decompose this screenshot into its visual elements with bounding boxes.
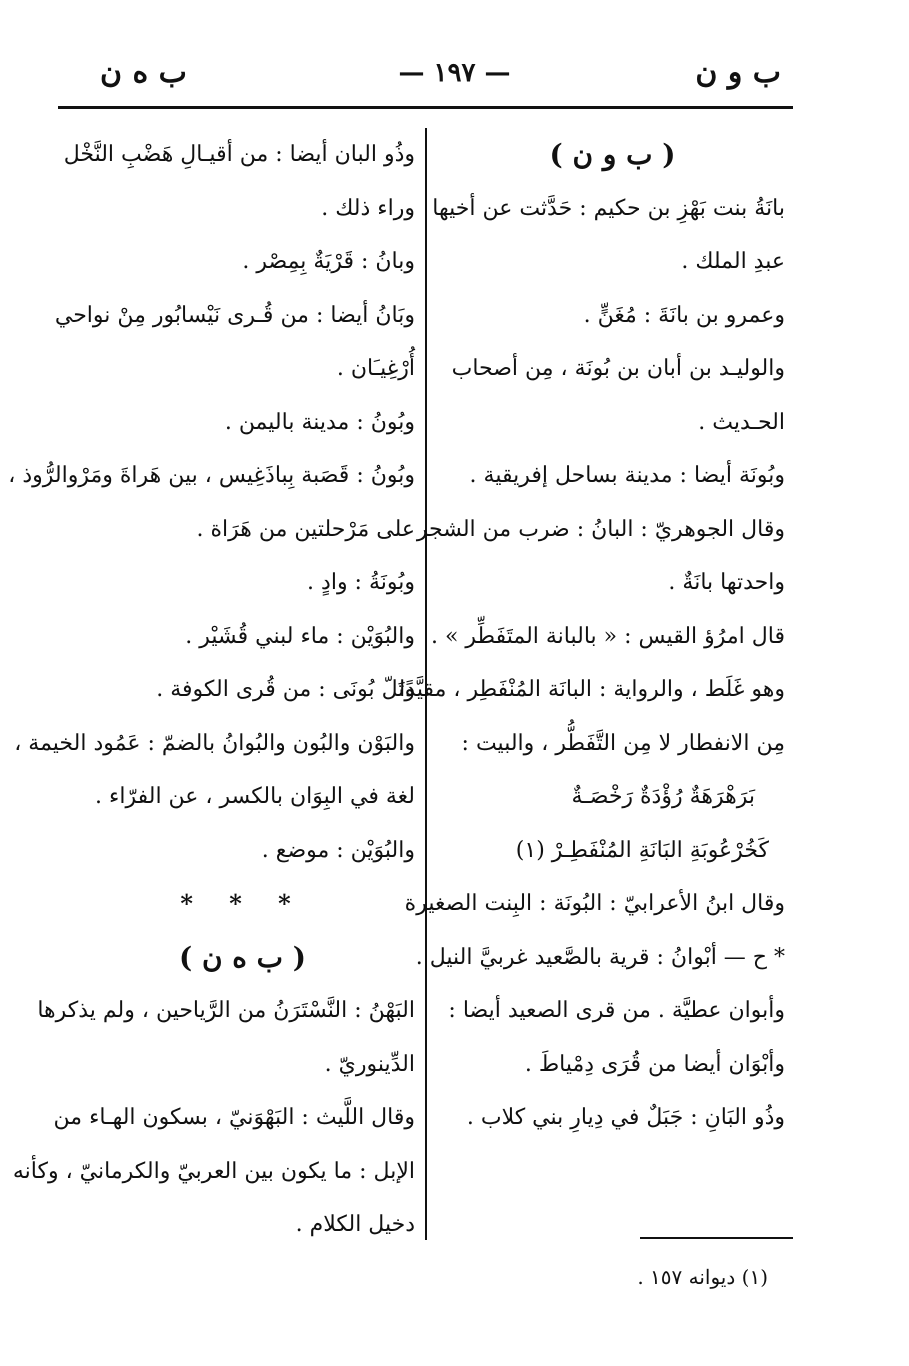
running-head-right: ب و ن: [695, 55, 781, 90]
text-line: * ح — أبْوانُ : قرية بالصَّعيد غربيَّ النيل .: [415, 944, 785, 970]
text-line: وقال ابنُ الأعرابيّ : البُونَة : البِنت الصغيرة: [404, 891, 785, 916]
text-line: وبانُ : قَرْيَةٌ بِمِصْر .: [242, 249, 415, 274]
text-line: وقال اللَّيث : البَهْوَنيّ ، بسكون الهـاء من: [53, 1105, 415, 1130]
text-line: وراء ذلك .: [321, 195, 415, 221]
verse-line-2: كَخُرْعُوبَةِ البَانَةِ المُنْفَطِـرْ (١): [515, 837, 769, 863]
right-column: [399, 128, 785, 1145]
running-head-left: ب ه ن: [100, 55, 187, 90]
page-number: — ١٩٧ —: [398, 58, 511, 88]
text-line: وتَلّ بُونَى : من قُرى الكوفة .: [156, 677, 415, 702]
text-line: الحـديث .: [698, 409, 785, 435]
text-line: على مَرْحلتين من هَرَاة .: [196, 516, 415, 542]
header-rule: [58, 106, 793, 109]
text-line: الدِّينوريّ .: [324, 1051, 415, 1077]
footnote-rule: [640, 1237, 793, 1239]
footnote: (١) ديوانه ١٥٧ .: [637, 1265, 768, 1289]
section-separator: * * *: [180, 889, 305, 918]
text-line: قال امرُؤ القيس : « بالبانة المتَفَطِّر » .: [430, 623, 785, 649]
text-line: وقال الجوهريّ : البانُ : ضرب من الشجر: [416, 516, 785, 542]
text-line: وبَانُ أيضا : من قُـرى نَيْسابُور مِنْ نواحي: [54, 302, 415, 328]
text-line: وذُو البان أيضا : من أقيـالِ هَضْبِ النَّخْل: [63, 142, 415, 167]
text-line: والبُوَيْن : ماء لبني قُشَيْر .: [185, 623, 415, 649]
text-line: مِن الانفطار لا مِن التَّفَطُّر ، والبيت :: [461, 730, 785, 756]
text-line: وهو غَلَط ، والرواية : البانَة المُنْفَطِر ، مقيَّدًا: [399, 677, 785, 702]
text-line: وبُونَةُ : وادٍ .: [307, 570, 415, 595]
verse-line-1: بَرَهْرَهَةٌ رُؤْدَةٌ رَخْصَـةٌ: [571, 784, 755, 809]
entry-heading-b-h-n: ( ب ه ن ): [178, 940, 307, 974]
text-line: وعمرو بن بانَةَ : مُغَنٍّ .: [583, 302, 785, 328]
text-line: وأبوان عطيَّة . من قرى الصعيد أيضا :: [448, 998, 785, 1023]
text-line: بانَةُ بنت بَهْزِ بن حكيم : حَدَّثت عن أخيها: [432, 195, 785, 221]
text-line: وأبْوَان أيضا من قُرَى دِمْياطَ .: [524, 1051, 785, 1077]
text-line: واحدتها بانَةٌ .: [668, 570, 785, 595]
entry-heading-b-w-n: ( ب و ن ): [549, 138, 676, 171]
text-line: وبُونُ : مدينة باليمن .: [224, 409, 415, 435]
left-column: [8, 128, 415, 1252]
text-line: والبَوْن والبُون والبُوانُ بالضمّ : عَمُود الخيمة ،: [14, 730, 415, 756]
text-line: أُرْغِيـَان .: [336, 356, 415, 381]
text-line: البَهْنُ : النَّسْتَرَنُ من الرَّياحين ، ولم يذكرها: [37, 998, 415, 1023]
text-line: والبُوَيْن : موضع .: [261, 837, 415, 863]
text-line: وذُو البَانِ : جَبَلٌ في دِيارِ بني كلاب .: [466, 1105, 785, 1130]
text-line: الإبل : ما يكون بين العربيّ والكرمانيّ ، وكأنه: [12, 1158, 415, 1184]
text-line: دخيل الكلام .: [295, 1212, 415, 1237]
text-line: وبُونَة أيضا : مدينة بساحل إفريقية .: [469, 463, 785, 488]
text-line: عبدِ الملك .: [681, 249, 785, 274]
text-line: وبُونُ : قَصَبة بِباذَغِيس ، بين هَراةَ ومَرْوالرُّوذ ،: [8, 463, 415, 488]
text-line: والوليـد بن أبان بن بُونَة ، مِن أصحاب: [451, 356, 785, 381]
text-line: لغة في البِوَان بالكسر ، عن الفرّاء .: [95, 784, 415, 809]
